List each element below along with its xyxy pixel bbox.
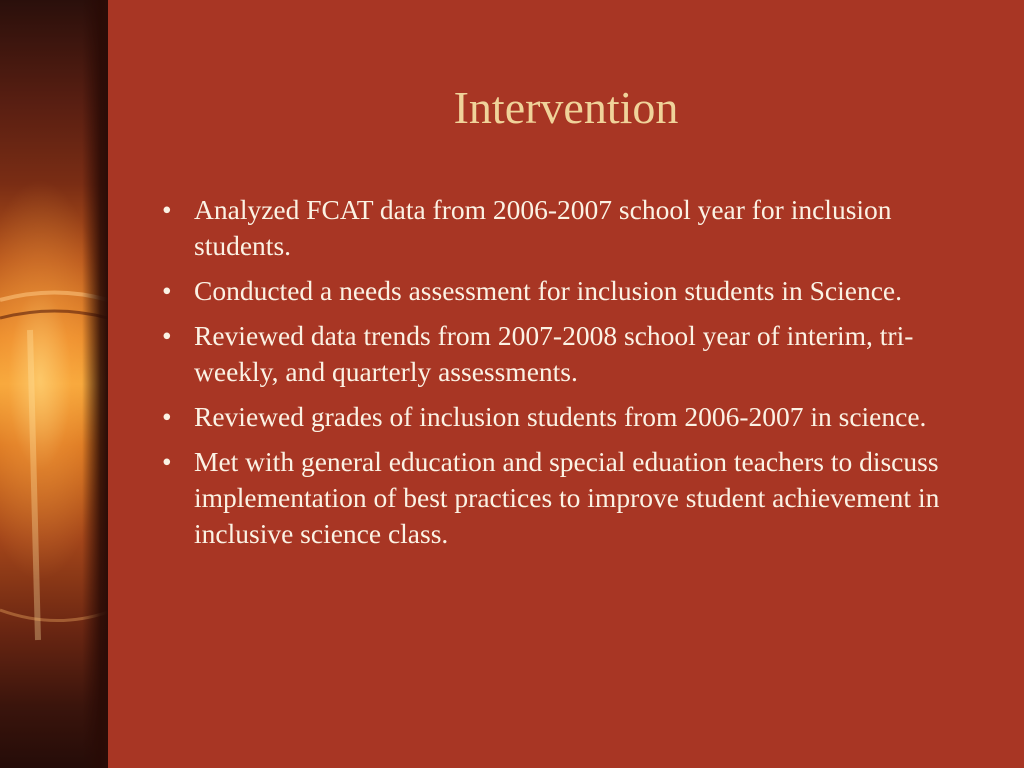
bullet-icon: • bbox=[162, 446, 172, 477]
bullet-text: Met with general education and special eduation teachers to discuss implementation of best practices to improve student achievement in inclusive science class. bbox=[194, 446, 940, 549]
bullet-icon: • bbox=[162, 401, 172, 432]
beaker-outline bbox=[0, 0, 108, 768]
bullet-icon: • bbox=[162, 275, 172, 306]
bullet-text: Reviewed data trends from 2007-2008 school year of interim, tri-weekly, and quarterly assessments. bbox=[194, 320, 914, 387]
bullet-item bbox=[158, 318, 958, 390]
glass-beaker-image bbox=[0, 0, 108, 768]
bullet-text: Conducted a needs assessment for inclusion students in Science. bbox=[194, 275, 902, 306]
bullet-item bbox=[158, 444, 958, 552]
bullet-item bbox=[158, 192, 958, 264]
bullet-text: Reviewed grades of inclusion students from 2006-2007 in science. bbox=[194, 401, 927, 432]
slide-title: Intervention bbox=[453, 82, 679, 133]
bullet-list bbox=[158, 192, 958, 561]
bullet-item bbox=[158, 273, 958, 309]
bullet-text: Analyzed FCAT data from 2006-2007 school year for inclusion students. bbox=[194, 194, 892, 261]
bullet-item bbox=[158, 399, 958, 435]
bullet-icon: • bbox=[162, 194, 172, 225]
bullet-icon: • bbox=[162, 320, 172, 351]
